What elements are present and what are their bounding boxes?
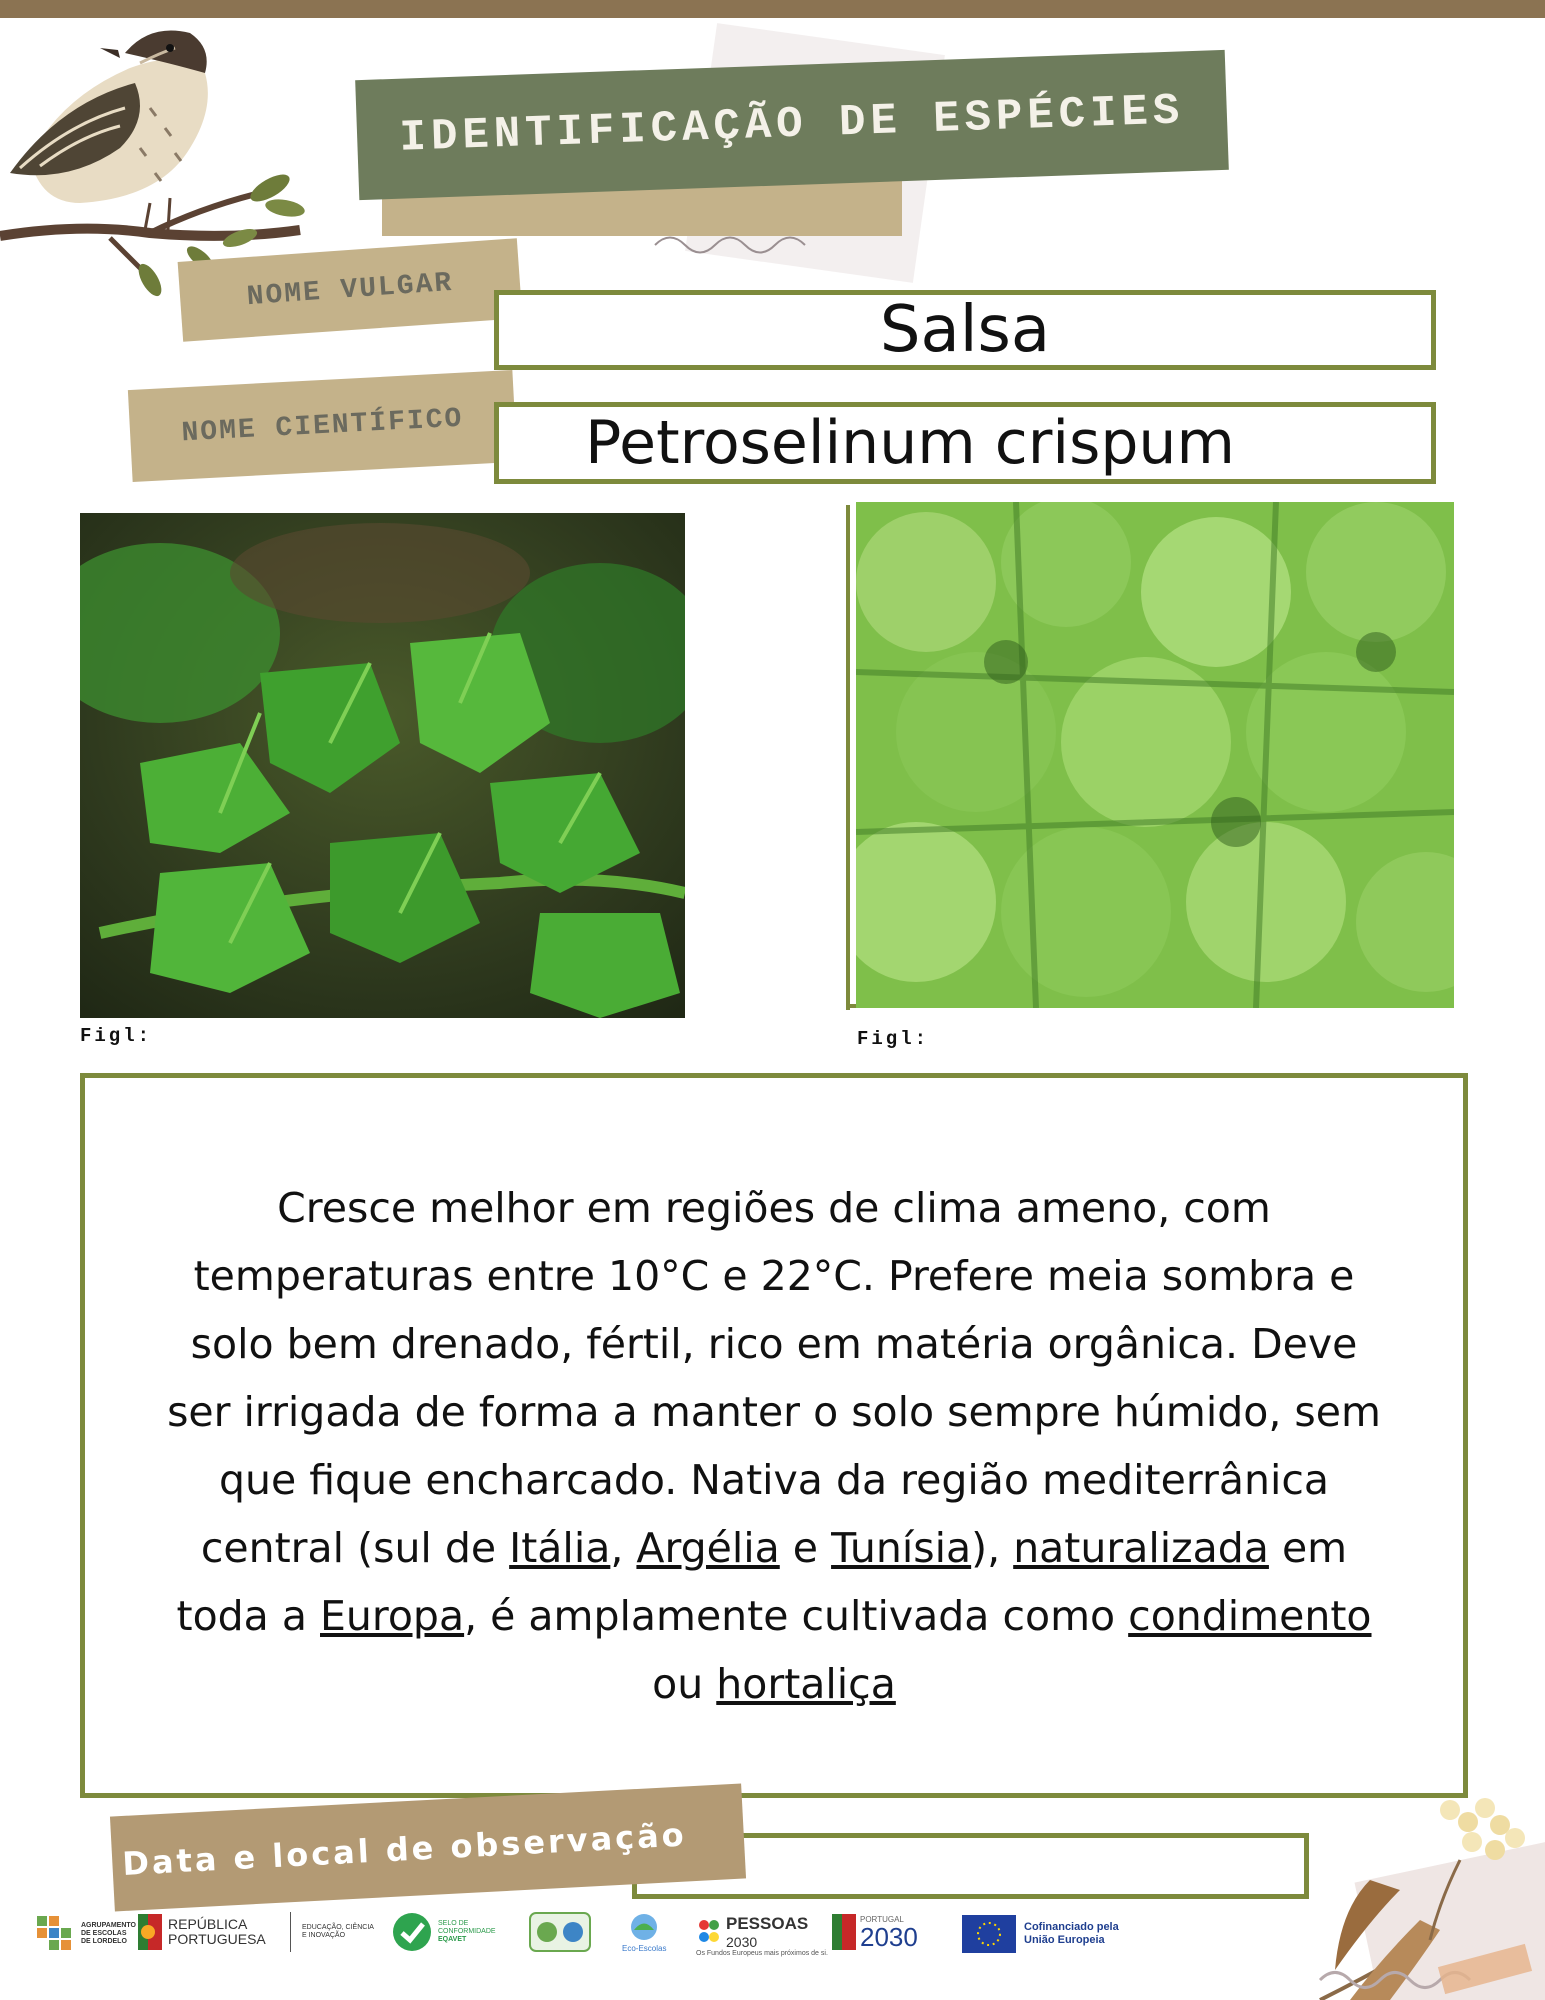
pessoas-2030-logo	[696, 1914, 828, 1957]
page-title: IDENTIFICAÇÃO DE ESPÉCIES	[398, 86, 1186, 164]
republica-text: REPÚBLICA	[168, 1916, 248, 1932]
common-name-label: NOME VULGAR	[178, 238, 523, 342]
checkmark-icon	[392, 1912, 432, 1952]
agrupamento-text: AGRUPAMENTO DE ESCOLAS DE LORDELO	[81, 1922, 136, 1945]
description-box	[80, 1073, 1468, 1798]
eco-escolas-icon	[624, 1912, 664, 1942]
portugal-flag-icon	[138, 1914, 162, 1950]
educacao-logo	[302, 1924, 374, 1940]
eu-cofinancing-logo	[962, 1915, 1119, 1953]
photo-parsley-leaves	[80, 513, 685, 1018]
portugal-text: PORTUGAL	[860, 1914, 904, 1924]
agrupamento-logo	[35, 1914, 136, 1954]
pessoas-icon	[696, 1917, 722, 1947]
link-europa[interactable]: Europa	[320, 1591, 465, 1640]
eco-escolas-logo	[622, 1912, 666, 1953]
description-segment: e	[779, 1523, 832, 1572]
dried-flower-illustration	[1300, 1770, 1545, 2000]
portugal-2030-logo	[832, 1914, 918, 1950]
pessoas-tagline: Os Fundos Europeus mais próximos de si.	[696, 1950, 828, 1957]
description-segment: ),	[971, 1523, 1014, 1572]
logo-divider	[290, 1912, 291, 1952]
educacao-text: EDUCAÇÃO, CIÊNCIA	[302, 1924, 374, 1931]
common-name-value: Salsa	[879, 293, 1051, 367]
eu-flag-icon	[962, 1915, 1016, 1953]
portugal-2030-text: 2030	[860, 1921, 918, 1952]
link-italia[interactable]: Itália	[509, 1523, 611, 1572]
escola-logo	[529, 1912, 591, 1957]
link-naturalizada[interactable]: naturalizada	[1013, 1523, 1269, 1572]
figure-caption: Figl:	[80, 1025, 153, 1047]
description-segment: ,	[610, 1523, 637, 1572]
link-tunisia[interactable]: Tunísia	[831, 1523, 972, 1572]
pessoas-text: PESSOAS	[726, 1914, 809, 1933]
description-segment: em toda a	[176, 1523, 1348, 1640]
cofinanciado-text: Cofinanciado pela	[1024, 1921, 1119, 1933]
description-segment: Cresce melhor em regiões de clima ameno, com temperaturas entre 10°C e 22°C. Prefere meia sombra e solo bem drenado, fértil, rico em matéria orgânica. Deve ser irrigada de forma a manter o solo sempre húmido, sem que fique encharcado. Nativa da região mediterrânica central (sul de	[167, 1183, 1381, 1572]
agrupamento-icon	[35, 1914, 75, 1954]
description-segment: ou	[652, 1659, 717, 1708]
scientific-name-label: NOME CIENTÍFICO	[128, 370, 517, 482]
figure-caption: Figl:	[857, 1028, 930, 1050]
eqavet-line3: EQAVET	[438, 1936, 467, 1943]
description-segment: , é amplamente cultivada como	[464, 1591, 1129, 1640]
scientific-name-value: Petroselinum crispum	[585, 408, 1235, 478]
portugal-flag-icon	[832, 1914, 856, 1950]
link-condimento[interactable]: condimento	[1128, 1591, 1372, 1640]
eqavet-line2: CONFORMIDADE	[438, 1928, 496, 1935]
portuguesa-text: PORTUGUESA	[168, 1931, 266, 1947]
republica-portuguesa-logo	[138, 1914, 266, 1950]
title-banner	[355, 50, 1229, 200]
uniao-europeia-text: União Europeia	[1024, 1934, 1105, 1946]
common-name-field	[494, 290, 1436, 370]
eco-escolas-text: Eco-Escolas	[622, 1944, 667, 1953]
description-text	[159, 1174, 1389, 1718]
escola-icon	[529, 1912, 591, 1952]
photo-parsley-plant	[856, 502, 1454, 1008]
link-hortalica[interactable]: hortaliça	[716, 1659, 896, 1708]
scientific-name-field	[494, 402, 1436, 484]
eqavet-logo	[392, 1912, 496, 1952]
pessoas-year: 2030	[726, 1934, 758, 1950]
photo-frame-line	[846, 505, 850, 1010]
eqavet-line1: SELO DE	[438, 1920, 469, 1927]
observation-label: Data e local de observação	[110, 1784, 746, 1912]
inovacao-text: E INOVAÇÃO	[302, 1932, 346, 1939]
link-argelia[interactable]: Argélia	[636, 1523, 780, 1572]
